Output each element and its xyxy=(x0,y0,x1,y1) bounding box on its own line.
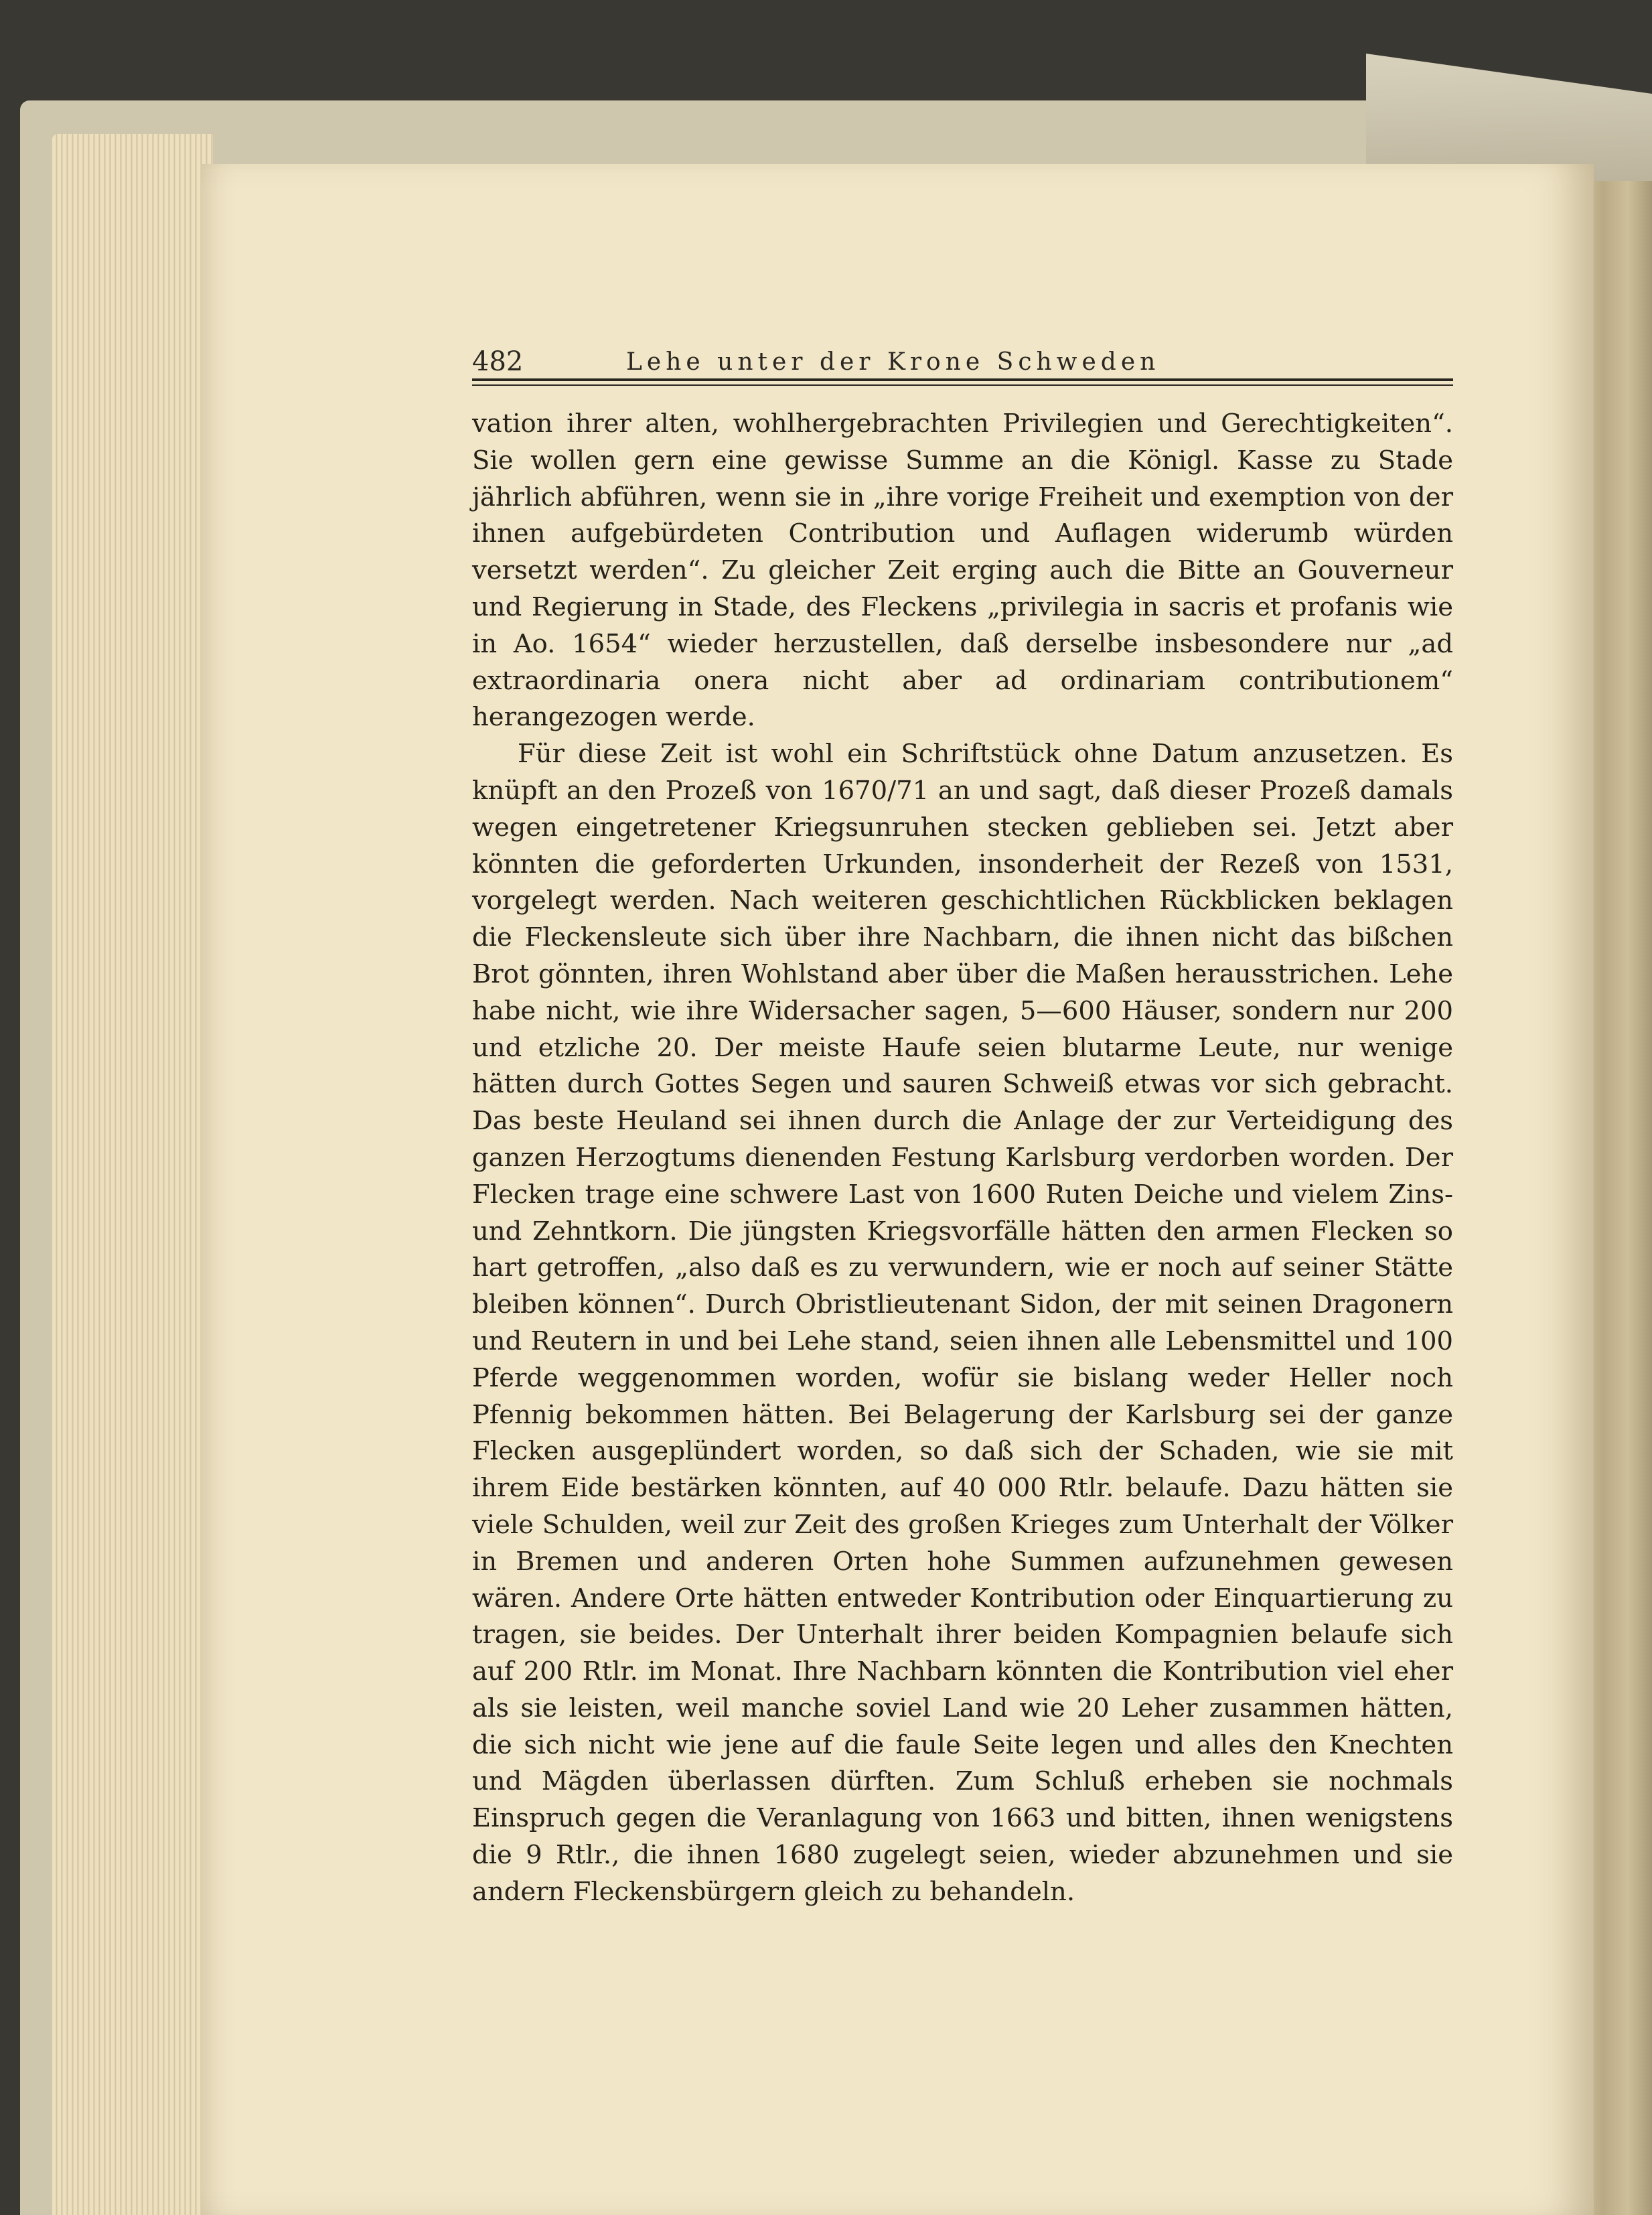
paragraph-1: vation ihrer alten, wohlhergebrachten Privilegien und Gerechtigkeiten“. Sie wollen gern eine gewisse Summe an die Königl. Kasse zu Stade jährlich abführen, wenn sie in „ihre vorige Freiheit und exemption von der ihnen aufgebürdeten Contribution und Auflagen widerumb würden versetzt werden“. Zu gleicher Zeit erging auch die Bitte an Gouverneur und Regierung in Stade, des Fleckens „privilegia in sacris et profanis wie in Ao. 1654“ wieder herzustellen, daß derselbe insbesondere nur „ad extraordinaria onera nicht aber ad ordinariam contributionem“ herangezogen werde. xyxy=(472,409,1453,733)
body-text xyxy=(472,406,1453,1911)
header-rule-thick xyxy=(472,378,1453,381)
paragraph-2: Für diese Zeit ist wohl ein Schriftstück ohne Datum anzusetzen. Es knüpft an den Prozeß von 1670/71 an und sagt, daß dieser Prozeß damals wegen eingetretener Kriegsunruhen stecken geblieben sei. Jetzt aber könnten die geforderten Urkunden, insonderheit der Rezeß von 1531, vorgelegt werden. Nach weiteren geschichtlichen Rückblicken beklagen die Fleckensleute sich über ihre Nachbarn, die ihnen nicht das bißchen Brot gönnten, ihren Wohlstand aber über die Maßen herausstrichen. Lehe habe nicht, wie ihre Widersacher sagen, 5—600 Häuser, sondern nur 200 und etzliche 20. Der meiste Haufe seien blutarme Leute, nur wenige hätten durch Gottes Segen und sauren Schweiß etwas vor sich gebracht. Das beste Heuland sei ihnen durch die Anlage der zur Verteidigung des ganzen Herzogtums dienenden Festung Karlsburg verdorben worden. Der Flecken trage eine schwere Last von 1600 Ruten Deiche und vielem Zins- und Zehntkorn. Die jüngsten Kriegsvorfälle hätten den armen Flecken so hart getroffen, „also daß es zu verwundern, wie er noch auf seiner Stätte bleiben können“. Durch Obristlieutenant Sidon, der mit seinen Dragonern und Reutern in und bei Lehe stand, seien ihnen alle Lebensmittel und 100 Pferde weggenommen worden, wofür sie bislang weder Heller noch Pfennig bekommen hätten. Bei Belagerung der Karlsburg sei der ganze Flecken ausgeplündert worden, so daß sich der Schaden, wie sie mit ihrem Eide bestärken könnten, auf 40 000 Rtlr. belaufe. Dazu hätten sie viele Schulden, weil zur Zeit des großen Krieges zum Unterhalt der Völker in Bremen und anderen Orten hohe Summen aufzunehmen gewesen wären. Andere Orte hätten entweder Kontribution oder Einquartierung zu tragen, sie beides. Der Unterhalt ihrer beiden Kompagnien belaufe sich auf 200 Rtlr. im Monat. Ihre Nachbarn könnten die Kontribution viel eher als sie leisten, weil manche soviel Land wie 20 Leher zusammen hätten, die sich nicht wie jene auf die faule Seite legen und alles den Knechten und Mägden überlassen dürften. Zum Schluß erheben sie nochmals Einspruch gegen die Veranlagung von 1663 und bitten, ihnen wenigstens die 9 Rtlr., die ihnen 1680 zugelegt seien, wieder abzunehmen und sie andern Fleckensbürgern gleich zu behandeln. xyxy=(472,739,1453,1907)
page-number: 482 xyxy=(472,346,524,377)
header-rule-thin xyxy=(472,384,1453,386)
running-title: Lehe unter der Krone Schweden xyxy=(626,348,1160,376)
page-stack-edge xyxy=(52,134,213,2215)
